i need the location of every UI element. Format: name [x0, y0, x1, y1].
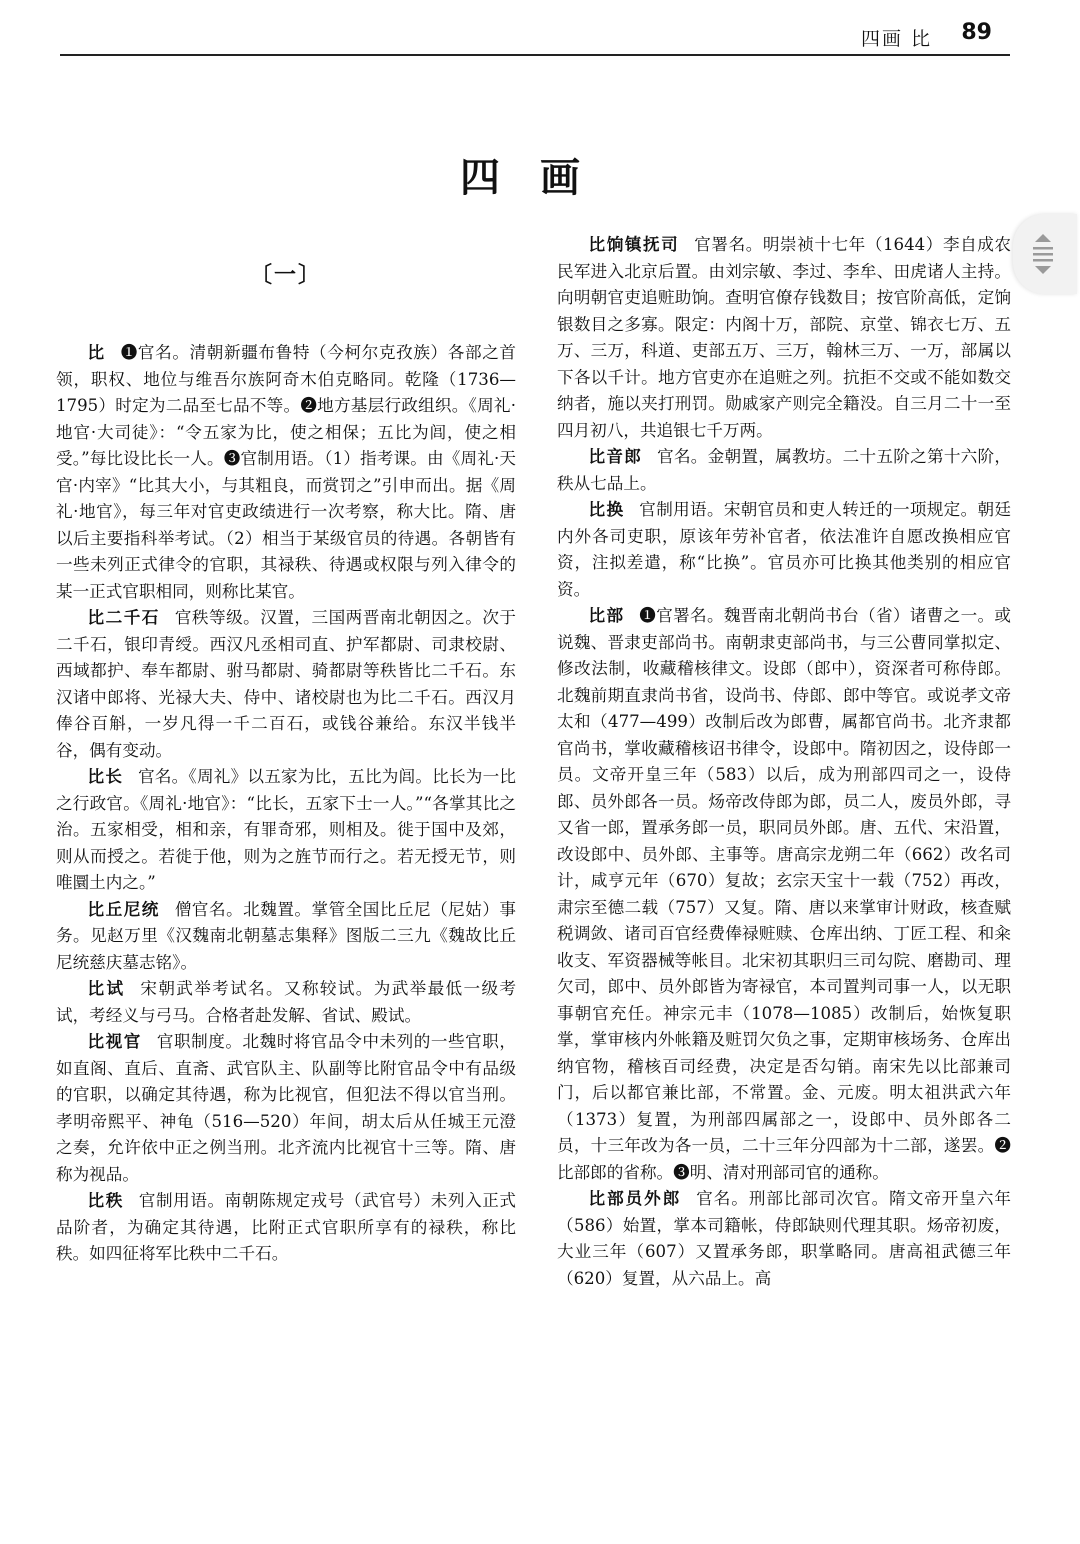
- page-header: [60, 18, 1010, 56]
- dictionary-entry: [56, 1188, 516, 1268]
- entry-text: 官制用语。南朝陈规定戎号（武官号）未列入正式品阶者，为确定其待遇，比附正式官职所享有的禄秩，称比秩。如四征将军比秩中二千石。: [56, 1191, 517, 1263]
- scroll-grip-icon: [1029, 232, 1057, 276]
- entry-term: 比丘尼统: [87, 899, 160, 919]
- dictionary-entry: [557, 497, 1011, 603]
- entry-text: 官名。《周礼》以五家为比，五比为闾。比长为一比之行政官。《周礼·地官》：“比长，五家下士一人。”“各掌其比之治。五家相受，相和亲，有罪奇邪，则相及。徙于国中及郊，则从而授之。若徙于他，则为之旌节而行之。若无授无节，则唯圜土内之。”: [56, 767, 517, 892]
- page-number: 89: [961, 20, 992, 45]
- section-heading: 〔一〕: [249, 262, 322, 288]
- dictionary-entry: [557, 444, 1011, 497]
- dictionary-entry: [56, 897, 516, 977]
- entry-term: 比秩: [87, 1191, 124, 1210]
- dictionary-entry: [557, 1186, 1011, 1292]
- dictionary-entry: [56, 605, 516, 764]
- entry-text: 官制用语。宋朝官员和吏人转迁的一项规定。朝廷内外各司吏职，原该年劳补官者，依法准许自愿改换相应官资，注拟差遣，称“比换”。官员亦可比换其他类别的相应官资。: [557, 500, 1012, 599]
- entry-term: 比视官: [87, 1032, 142, 1051]
- entry-term: 比音郎: [588, 447, 643, 466]
- entry-text: 官职制度。北魏时将官品令中未列的一些官职，如直阁、直后、直斋、武官队主、队副等比附官品令中有品级的官职，以确定其待遇，称为比视官，但犯法不得以官当刑。孝明帝熙平、神龟（516—520）年间，胡太后从任城王元澄之奏，允许依中正之例当刑。北齐流内比视官十三等。隋、唐称为视品。: [56, 1032, 517, 1184]
- entry-text: 官署名。明崇祯十七年（1644）李自成农民军进入北京后置。由刘宗敏、李过、李牟、田虎诸人主持。向明朝官吏追赃助饷。查明官僚存钱数目；按官阶高低，定饷银数目之多寡。限定：内阁十万，部院、京堂、锦衣七万、五万、三万，科道、吏部五万、三万，翰林三万、一万，部属以下各以千计。地方官吏亦在追赃之列。抗拒不交或不能如数交纳者，施以夹打刑罚。勋戚家产则完全籍没。自三月二十一至四月初八，共追银七千万两。: [557, 235, 1012, 440]
- entry-text: 官名。刑部比部司次官。隋文帝开皇六年（586）始置，掌本司籍帐，侍郎缺则代理其职。炀帝初废，大业三年（607）又置承务郎，职掌略同。唐高祖武德三年（620）复置，从六品上。高: [557, 1189, 1012, 1288]
- entry-term: 比试: [87, 979, 126, 998]
- dictionary-entry: [56, 340, 516, 605]
- entry-term: 比换: [588, 500, 625, 519]
- running-title: 四画 比: [860, 28, 932, 50]
- dictionary-entry: [56, 764, 516, 897]
- entry-term: 比二千石: [87, 608, 160, 627]
- entry-term: 比部: [588, 606, 625, 625]
- dictionary-entry: [557, 603, 1011, 1186]
- entry-term: 比长: [87, 767, 124, 786]
- right-column: [557, 232, 1011, 1292]
- entry-text: 宋朝武举考试名。又称较试。为武举最低一级考试，考经义与弓马。合格者赴发解、省试、殿试。: [56, 979, 517, 1025]
- entry-text: ❶官署名。魏晋南北朝尚书台（省）诸曹之一。或说魏、晋隶吏部尚书。南朝隶吏部尚书，与三公曹同掌拟定、修改法制，收藏稽核律文。设郎（郎中），资深者可称侍郎。北魏前期直隶尚书省，设尚书、侍郎、郎中等官。或说孝文帝太和（477—499）改制后改为郎曹，属都官尚书。北齐隶都官尚书，掌收藏稽核诏书律令，设郎中。隋初因之，设侍郎一员。文帝开皇三年（583）以后，成为刑部四司之一，设侍郎、员外郎各一员。炀帝改侍郎为郎，员二人，废员外郎，寻又省一郎，置承务郎一员，职同员外郎。唐、五代、宋沿置，改设郎中、员外郎、主事等。唐高宗龙朔二年（662）改名司计，咸亨元年（670）复故；玄宗天宝十一载（752）再改，肃宗至德二载（757）又复。隋、唐以来掌审计财政，核查赋税调敛、诸司百官经费俸禄赃赎、仓库出纳、丁匠工程、和籴收支、军资器械等帐目。北宋初其职归三司勾院、磨勘司、理欠司，郎中、员外郎皆为寄禄官，本司置判司事一人，以无职事朝官充任。神宗元丰（1078—1085）改制后，始恢复职掌，掌审核内外帐籍及赃罚欠负之事，定期审核场务、仓库出纳官物，稽核百司经费，决定是否勾销。南宋先以比部兼司门，后以都官兼比部，不常置。金、元废。明太祖洪武六年（1373）复置，为刑部四属部之一，设郎中、员外郎各二员，十三年改为各一员，二十三年分四部为十二部，遂罢。❷比部郎的省称。❸明、清对刑部司官的通称。: [557, 606, 1012, 1182]
- left-column: [56, 250, 516, 1268]
- entry-term: 比部员外郎: [588, 1189, 682, 1208]
- entry-term: 比: [87, 343, 106, 362]
- scroll-handle[interactable]: [1013, 214, 1077, 294]
- dictionary-entry: [557, 232, 1011, 444]
- entry-text: 官秩等级。汉置，三国两晋南北朝因之。次于二千石，银印青绶。西汉凡丞相司直、护军都尉、司隶校尉、西域都护、奉车都尉、驸马都尉、骑都尉等秩皆比二千石。东汉诸中郎将、光禄大夫、侍中、诸校尉也为比二千石。西汉月俸谷百斛，一岁凡得一千二百石，或钱谷兼给。东汉半钱半谷，偶有变动。: [56, 608, 517, 760]
- entry-text: 官名。金朝置，属教坊。二十五阶之第十六阶，秩从七品上。: [557, 447, 1012, 493]
- entry-text: 僧官名。北魏置。掌管全国比丘尼（尼姑）事务。见赵万里《汉魏南北朝墓志集释》图版二三九《魏故比丘尼统慈庆墓志铭》。: [56, 899, 517, 972]
- entry-text: ❶官名。清朝新疆布鲁特（今柯尔克孜族）各部之首领，职权、地位与维吾尔族阿奇木伯克略同。乾隆（1736—1795）时定为二品至七品不等。❷地方基层行政组织。《周礼·地官·大司徒》：“令五家为比，使之相保；五比为闾，使之相受。”每比设比长一人。❸官制用语。（1）指考课。由《周礼·天官·内宰》“比其大小，与其粗良，而赏罚之”引申而出。据《周礼·地官》，每三年对官吏政绩进行一次考察，称大比。隋、唐以后主要指科举考试。（2）相当于某级官员的待遇。各朝皆有一些未列正式律令的官职，其禄秩、待遇或权限与列入律令的某一正式官职相同，则称比某官。: [56, 343, 517, 601]
- chapter-title: 四画: [460, 155, 620, 201]
- dictionary-entry: [56, 976, 516, 1029]
- entry-term: 比饷镇抚司: [588, 235, 680, 254]
- dictionary-entry: [56, 1029, 516, 1188]
